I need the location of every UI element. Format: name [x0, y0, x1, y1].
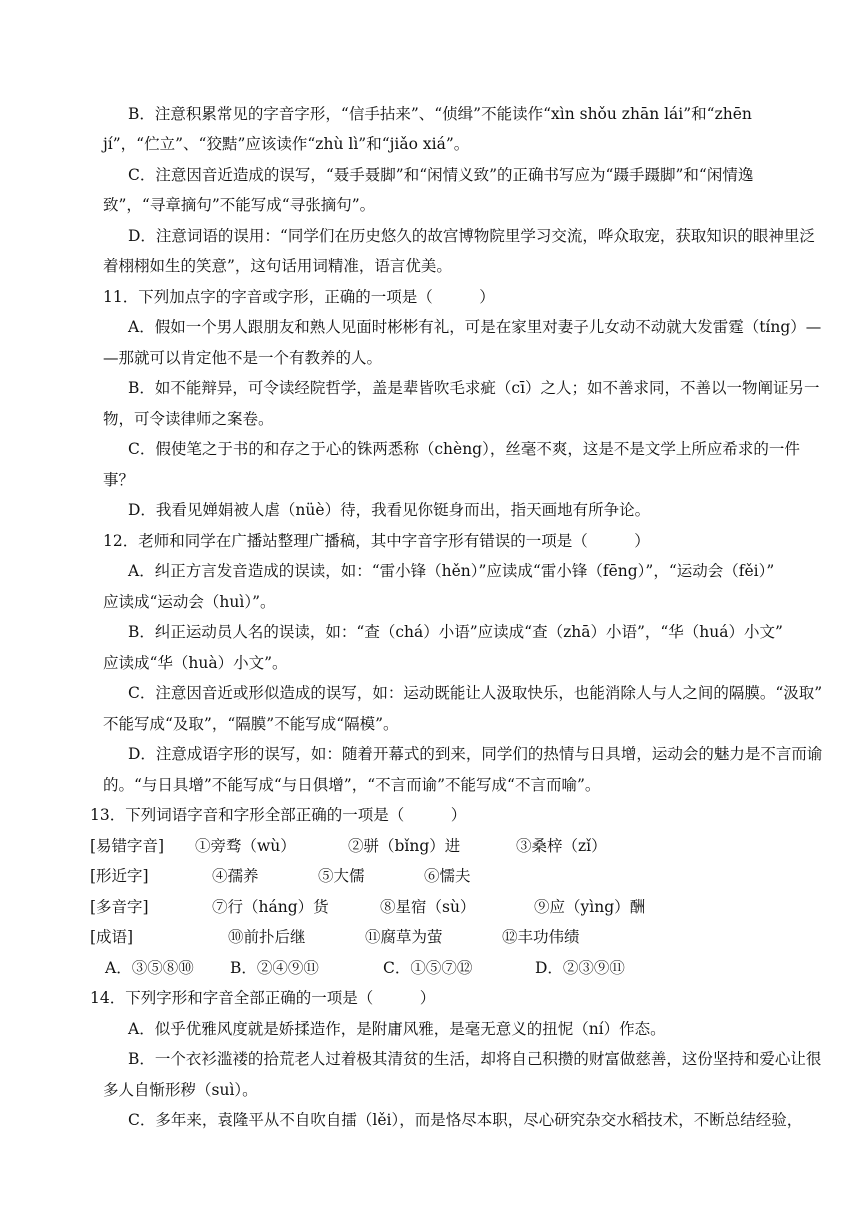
text-line: C．注意因音近或形似造成的误写，如：运动既能让人汲取快乐，也能消除人与人之间的隔膜。“汲取”	[128, 684, 823, 702]
text-line: B．一个衣衫滥褛的拾荒老人过着极其清贫的生活，却将自己积攒的财富做慈善，这份坚持和爱心让很	[128, 1050, 822, 1068]
text-line: 11．下列加点字的字音或字形，正确的一项是（ ）	[103, 288, 495, 306]
text-line: 多人自惭形秽（suì）。	[103, 1081, 258, 1099]
table-cell: ④孺养	[212, 867, 259, 885]
text-line: D．注意词语的误用：“同学们在历史悠久的故宫博物院里学习交流，哗众取宠，获取知识的眼神里泛	[128, 227, 815, 245]
text-line: A．似乎优雅风度就是娇揉造作，是附庸风雅，是毫无意义的扭怩（ní）作态。	[128, 1020, 666, 1038]
answer-option: C．①⑤⑦⑫	[383, 959, 473, 977]
text-line: B．如不能辩异，可令读经院哲学，盖是辈皆吹毛求疵（cī）之人；如不善求同，不善以一物阐证另一	[128, 379, 820, 397]
text-line: 事？	[103, 471, 135, 489]
table-cell: ⑫丰功伟绩	[502, 928, 580, 946]
text-line: A．假如一个男人跟朋友和熟人见面时彬彬有礼，可是在家里对妻子儿女动不动就大发雷霆（tíng）—	[128, 318, 822, 336]
table-cell: ⑨应（yìng）酬	[534, 898, 646, 916]
text-line: D．我看见婵娟被人虐（nüè）待，我看见你铤身而出，指天画地有所争论。	[128, 501, 651, 519]
text-line: B．纠正运动员人名的误读，如：“查（chá）小语”应读成“查（zhā）小语”，“华（huá）小文”	[128, 623, 783, 641]
table-row-label: [易错字音]	[90, 837, 165, 855]
table-cell: ⑩前扑后继	[228, 928, 306, 946]
text-line: 致”，“寻章摘句”不能写成“寻张摘句”。	[103, 196, 376, 214]
text-line: B．注意积累常见的字音字形，“信手拈来”、“侦缉”不能读作“xìn shǒu zhān lái”和“zhēn	[128, 105, 752, 123]
text-line: 不能写成“及取”，“隔膜”不能写成“隔模”。	[103, 715, 399, 733]
text-line: 的。“与日具增”不能写成“与日俱增”，“不言而谕”不能写成“不言而喻”。	[103, 776, 601, 794]
table-cell: ⑥懦夫	[424, 867, 471, 885]
table-row-label: [成语]	[90, 928, 134, 946]
text-line: 应读成“运动会（huì）”。	[103, 593, 276, 611]
text-line: jí”，“伫立”、“狡黠”应该读作“zhù lì”和“jiǎo xiá”。	[103, 135, 470, 153]
text-line: —那就可以肯定他不是一个有教养的人。	[103, 349, 383, 367]
table-cell: ⑦行（háng）货	[212, 898, 329, 916]
text-line: 物，可令读律师之案卷。	[103, 410, 274, 428]
text-line: 14．下列字形和字音全部正确的一项是（ ）	[90, 989, 436, 1007]
text-line: D．注意成语字形的误写，如：随着开幕式的到来，同学们的热情与日具增，运动会的魅力是不言而谕	[128, 745, 823, 763]
table-cell: ⑧星宿（sù）	[380, 898, 476, 916]
answer-option: D．②③⑨⑪	[535, 959, 625, 977]
table-cell: ⑤大儒	[318, 867, 365, 885]
text-line: A．纠正方言发音造成的误读，如：“雷小锋（hěn）”应读成“雷小锋（fēng）”，“运动会（fěi）”	[128, 562, 775, 580]
text-line: C．假使笔之于书的和存之于心的铢两悉称（chèng），丝毫不爽，这是不是文学上所应希求的一件	[128, 440, 800, 458]
table-cell: ⑪腐草为萤	[365, 928, 443, 946]
text-line: 12．老师和同学在广播站整理广播稿，其中字音字形有错误的一项是（ ）	[103, 532, 650, 550]
text-line: C．注意因音近造成的误写，“聂手聂脚”和“闲情义致”的正确书写应为“蹑手蹑脚”和“闲情逸	[128, 166, 754, 184]
text-line: C．多年来，袁隆平从不自吹自擂（lěi），而是恪尽本职，尽心研究杂交水稻技术，不断总结经验，	[128, 1111, 803, 1129]
answer-option: A．③⑤⑧⑩	[105, 959, 194, 977]
table-row-label: [形近字]	[90, 867, 149, 885]
text-line: 应读成“华（huà）小文”。	[103, 654, 288, 672]
text-line: 13．下列词语字音和字形全部正确的一项是（ ）	[90, 806, 467, 824]
table-cell: ③桑梓（zǐ）	[516, 837, 607, 855]
answer-option: B．②④⑨⑪	[230, 959, 319, 977]
text-line: 着栩栩如生的笑意”，这句话用词精准，语言优美。	[103, 257, 452, 275]
table-cell: ②骈（bǐng）进	[348, 837, 461, 855]
table-row-label: [多音字]	[90, 898, 149, 916]
table-cell: ①旁骛（wù）	[195, 837, 296, 855]
